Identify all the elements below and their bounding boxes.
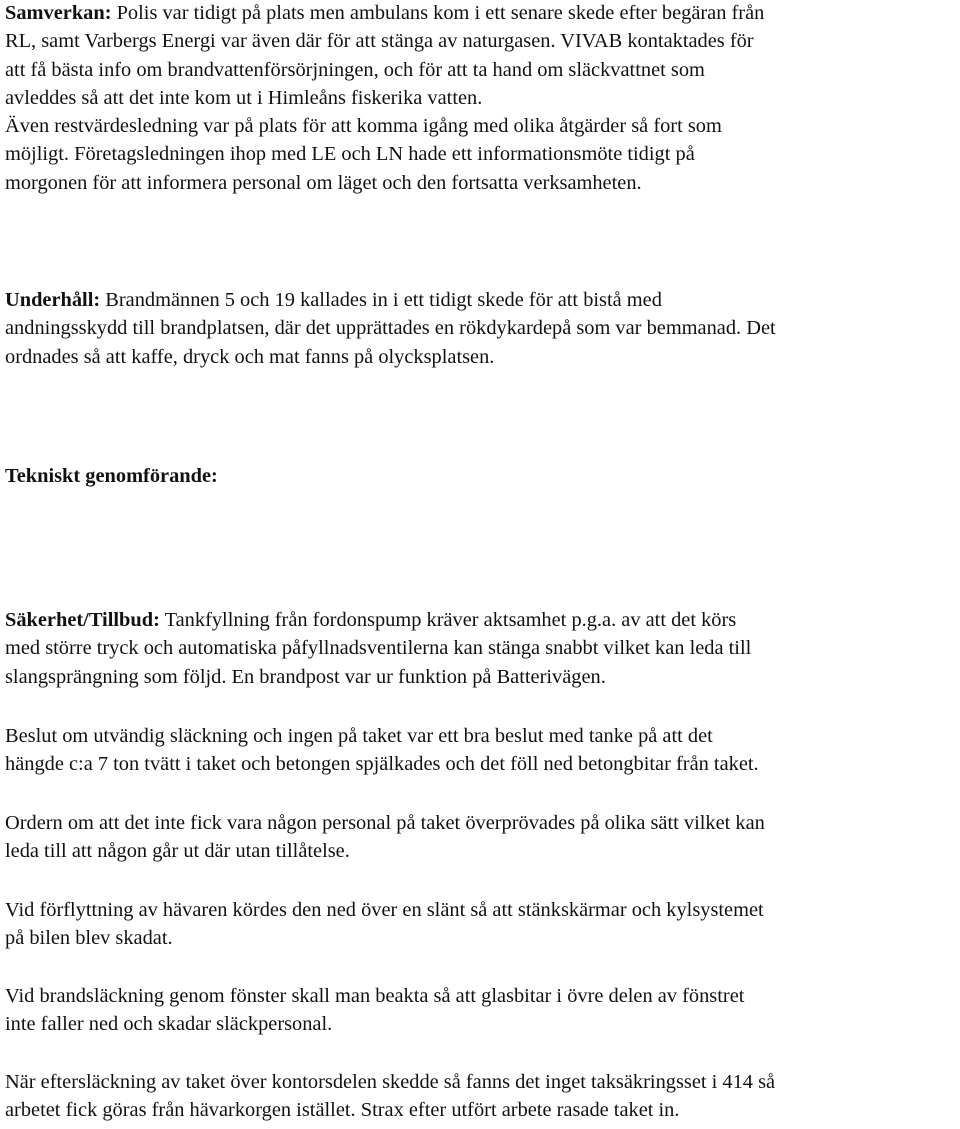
heading-samverkan: Samverkan: [5,2,112,24]
paragraph-underhall [5,286,950,371]
heading-tekniskt-genomforande: Tekniskt genomförande: [5,465,218,487]
heading-underhall: Underhåll: [5,289,101,311]
text-beslut-utvandig-slackning: Beslut om utvändig släckning och ingen på taket var ett bra beslut med tanke på att det hängde c:a 7 ton tvätt i taket och betongen spjälkades och det föll ned betongbitar från taket. [5,725,759,776]
paragraph-samverkan [5,0,950,197]
paragraph-sakerhet-tillbud [5,606,950,691]
text-underhall: Brandmännen 5 och 19 kallades in i ett tidigt skede för att bistå med andningsskydd till brandplatsen, där det upprättades en rökdykardepå som var bemmanad. Det ordnades så att kaffe, dryck och mat fanns på olycksplatsen. [5,289,776,368]
paragraph-brandslackning-fonster [5,982,950,1039]
text-forflyttning-havaren: Vid förflyttning av hävaren kördes den ned över en slänt så att stänkskärmar och kylsystemet på bilen blev skadat. [5,899,764,950]
text-efterslackning-tak: När eftersläckning av taket över kontorsdelen skedde så fanns det inget taksäkringsset i 414 så arbetet fick göras från hävarkorgen istället. Strax efter utfört arbete rasade taket in. [5,1071,776,1122]
heading-sakerhet-tillbud: Säkerhet/Tillbud: [5,609,160,631]
text-brandslackning-fonster: Vid brandsläckning genom fönster skall man beakta så att glasbitar i övre delen av fönstret inte faller ned och skadar släckpersonal. [5,985,745,1036]
text-sakerhet-tillbud: Tankfyllning från fordonspump kräver aktsamhet p.g.a. av att det körs med större tryck och automatiska påfyllnadsventilerna kan stänga snabbt vilket kan leda till slangsprängning som följd. En brandpost var ur funktion på Batterivägen. [5,609,752,688]
paragraph-beslut-utvandig-slackning [5,722,950,779]
paragraph-forflyttning-havaren [5,896,950,953]
text-samverkan: Polis var tidigt på plats men ambulans kom i ett senare skede efter begäran från RL, samt Varbergs Energi var även där för att stänga av naturgasen. VIVAB kontaktades för att få bästa info om brandvattenförsörjningen, och för att ta hand om släckvattnet som avleddes så att det inte kom ut i Himleåns fiskerika vatten. Även restvärdesledning var på plats för att komma igång med olika åtgärder så fort som möjligt. Företagsledningen ihop med LE och LN hade ett informationsmöte tidigt på morgonen för att informera personal om läget och den fortsatta verksamheten. [5,2,765,194]
paragraph-ordern-personal-tak [5,809,950,866]
paragraph-tekniskt-genomforande [5,462,950,490]
paragraph-efterslackning-tak [5,1068,950,1125]
text-ordern-personal-tak: Ordern om att det inte fick vara någon personal på taket överprövades på olika sätt vilket kan leda till att någon går ut där utan tillåtelse. [5,812,765,863]
